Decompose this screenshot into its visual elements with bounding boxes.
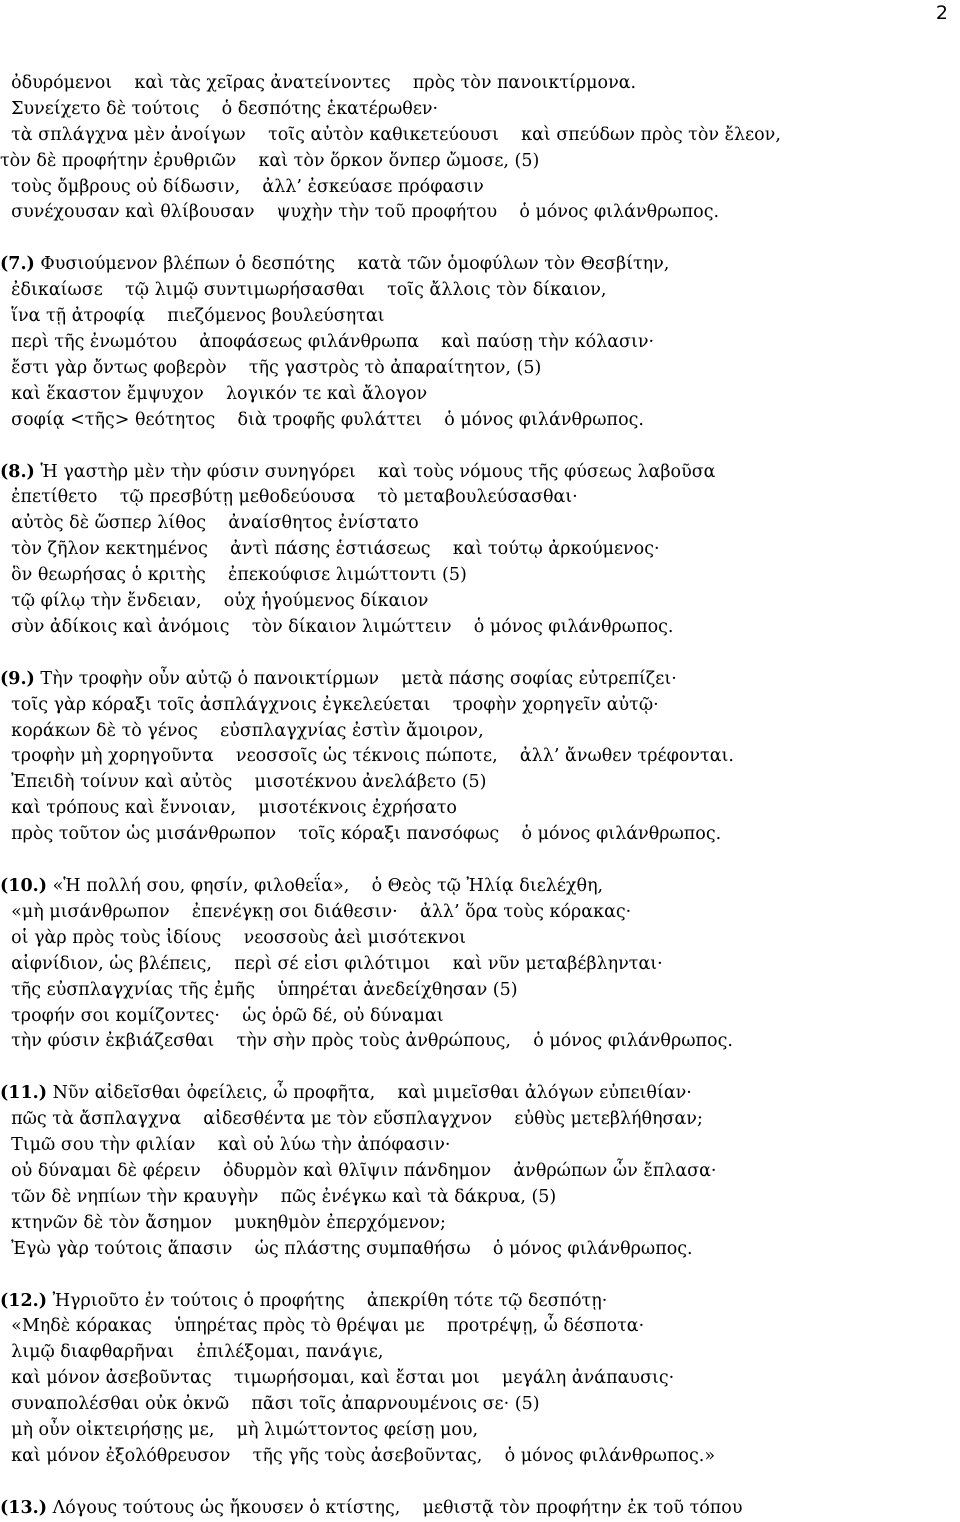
verse-text: Ἡ γαστὴρ μὲν τὴν φύσιν συνηγόρει καὶ τοὺς νόμους τῆς φύσεως λαβοῦσα	[34, 461, 716, 482]
verse-line	[0, 1133, 960, 1159]
verse-text: ἔστι γὰρ ὄντως φοβερὸν τῆς γαστρὸς τὸ ἀπαραίτητον, (5)	[0, 357, 542, 378]
verse-text: τὸν ζῆλον κεκτημένος ἀντὶ πάσης ἑστιάσεως καὶ τούτῳ ἀρκούμενος·	[0, 539, 660, 560]
verse-line	[0, 693, 960, 719]
verse-text: Τιμῶ σου τὴν φιλίαν καὶ οὐ λύω τὴν ἀπόφασιν·	[0, 1135, 451, 1156]
verse-line	[0, 330, 960, 356]
verse-text: Ἐγὼ γὰρ τούτοις ἅπασιν ὡς πλάστης συμπαθήσω ὁ μόνος φιλάνθρωπος.	[0, 1238, 693, 1259]
verse-line	[0, 1444, 960, 1470]
verse-line	[0, 822, 960, 848]
verse-line	[0, 563, 960, 589]
verse-text: λιμῷ διαφθαρῆναι ἐπιλέξομαι, πανάγιε,	[0, 1342, 384, 1363]
verse-text: σοφίᾳ <τῆς> θεότητος διὰ τροφῆς φυλάττει ὁ μόνος φιλάνθρωπος.	[0, 409, 644, 430]
stanza	[0, 252, 960, 433]
verse-text: «Ἡ πολλή σου, φησίν, φιλοθεΐα», ὁ Θεὸς τῷ Ἠλίᾳ διελέχθη,	[47, 876, 604, 897]
verse-line	[0, 952, 960, 978]
verse-text: Ἐπειδὴ τοίνυν καὶ αὐτὸς μισοτέκνου ἀνελάβετο (5)	[0, 772, 487, 793]
verse-line	[0, 356, 960, 382]
verse-text: ἐπετίθετο τῷ πρεσβύτῃ μεθοδεύουσα τὸ μεταβουλεύσασθαι·	[0, 487, 578, 508]
verse-text: Νῦν αἰδεῖσθαι ὀφείλεις, ὦ προφῆτα, καὶ μιμεῖσθαι ἀλόγων εὐπειθίαν·	[47, 1083, 692, 1104]
verse-line	[0, 1185, 960, 1211]
verse-line	[0, 200, 960, 226]
verse-line	[0, 71, 960, 97]
verse-line	[0, 1340, 960, 1366]
verse-line	[0, 589, 960, 615]
verse-line	[0, 252, 960, 278]
verse-line	[0, 537, 960, 563]
stanza	[0, 1289, 960, 1470]
stanza-number: (13.)	[0, 1497, 48, 1518]
stanza-number: (9.)	[0, 668, 35, 689]
verse-line	[0, 744, 960, 770]
verse-line	[0, 1289, 960, 1315]
verse-text: καὶ ἕκαστον ἔμψυχον λογικόν τε καὶ ἄλογον	[0, 383, 428, 404]
verse-line	[0, 511, 960, 537]
verse-line	[0, 796, 960, 822]
verse-text: καὶ μόνον ἐξολόθρευσον τῆς γῆς τοὺς ἀσεβοῦντας, ὁ μόνος φιλάνθρωπος.»	[0, 1445, 716, 1466]
verse-line	[0, 278, 960, 304]
verse-text: Λόγους τούτους ὡς ἤκουσεν ὁ κτίστης, μεθιστᾷ τὸν προφήτην ἐκ τοῦ τόπου	[47, 1497, 743, 1518]
verse-text: οὐ δύναμαι δὲ φέρειν ὀδυρμὸν καὶ θλῖψιν πάνδημον ἀνθρώπων ὧν ἔπλασα·	[0, 1160, 717, 1181]
verse-text: τροφὴν μὴ χορηγοῦντα νεοσσοῖς ὡς τέκνοις πώποτε, ἀλλ’ ἄνωθεν τρέφονται.	[0, 746, 734, 767]
verse-line	[0, 719, 960, 745]
verse-line	[0, 123, 960, 149]
verse-text: Συνείχετο δὲ τούτοις ὁ δεσπότης ἑκατέρωθεν·	[0, 98, 439, 119]
verse-line	[0, 1107, 960, 1133]
verse-text: τῶν δὲ νηπίων τὴν κραυγὴν πῶς ἐνέγκω καὶ τὰ δάκρυα, (5)	[0, 1186, 557, 1207]
stanza-number: (7.)	[0, 254, 35, 275]
verse-text: καὶ μόνον ἀσεβοῦντας τιμωρήσομαι, καὶ ἔσται μοι μεγάλη ἀνάπαυσις·	[0, 1368, 675, 1389]
verse-text: τοῖς γὰρ κόραξι τοῖς ἀσπλάγχνοις ἐγκελεύεται τροφὴν χορηγεῖν αὐτῷ·	[0, 694, 659, 715]
verse-text: ὃν θεωρήσας ὁ κριτὴς ἐπεκούφισε λιμώττοντι (5)	[0, 565, 467, 586]
verse-text: «μὴ μισάνθρωπον ἐπενέγκῃ σοι διάθεσιν· ἀλλ’ ὅρα τοὺς κόρακας·	[0, 901, 632, 922]
verse-line	[0, 1496, 960, 1522]
verse-text: αὐτὸς δὲ ὥσπερ λίθος ἀναίσθητος ἐνίστατο	[0, 513, 419, 534]
verse-text: σὺν ἀδίκοις καὶ ἀνόμοις τὸν δίκαιον λιμώττειν ὁ μόνος φιλάνθρωπος.	[0, 616, 674, 637]
verse-line	[0, 1081, 960, 1107]
verse-text: τῷ φίλῳ τὴν ἔνδειαν, οὐχ ἡγούμενος δίκαιον	[0, 591, 429, 612]
verse-line	[0, 900, 960, 926]
verse-text: κοράκων δὲ τὸ γένος εὐσπλαγχνίας ἐστὶν ἄμοιρον,	[0, 720, 484, 741]
stanza	[0, 874, 960, 1055]
verse-text: τὸν δὲ προφήτην ἐρυθριῶν καὶ τὸν ὅρκον ὅνπερ ὤμοσε, (5)	[0, 150, 540, 171]
verse-line	[0, 175, 960, 201]
verse-text: ἐδικαίωσε τῷ λιμῷ συντιμωρήσασθαι τοῖς ἄλλοις τὸν δίκαιον,	[0, 280, 607, 301]
verse-text: περὶ τῆς ἐνωμότου ἀποφάσεως φιλάνθρωπα καὶ παύσῃ τὴν κόλασιν·	[0, 332, 655, 353]
verse-text: τοὺς ὄμβρους οὐ δίδωσιν, ἀλλ’ ἐσκεύασε πρόφασιν	[0, 176, 484, 197]
verse-line	[0, 1004, 960, 1030]
stanza	[0, 667, 960, 848]
verse-line	[0, 1418, 960, 1444]
verse-text: συναπολέσθαι οὐκ ὀκνῶ πᾶσι τοῖς ἀπαρνουμένοις σε· (5)	[0, 1394, 540, 1415]
verse-text: καὶ τρόπους καὶ ἔννοιαν, μισοτέκνοις ἐχρήσατο	[0, 798, 457, 819]
poem-text	[0, 71, 960, 1522]
stanza-number: (11.)	[0, 1083, 48, 1104]
verse-text: ἵνα τῇ ἀτροφίᾳ πιεζόμενος βουλεύσηται	[0, 306, 385, 327]
verse-line	[0, 485, 960, 511]
verse-line	[0, 1159, 960, 1185]
stanza-number: (12.)	[0, 1290, 48, 1311]
verse-text: μὴ οὖν οἰκτειρήσῃς με, μὴ λιμώττοντος φείσῃ μου,	[0, 1419, 479, 1440]
verse-text: αἰφνίδιον, ὡς βλέπεις, περὶ σέ εἰσι φιλότιμοι καὶ νῦν μεταβέβληνται·	[0, 953, 663, 974]
verse-text: Ἠγριοῦτο ἐν τούτοις ὁ προφήτης ἀπεκρίθη τότε τῷ δεσπότῃ·	[47, 1290, 608, 1311]
verse-line	[0, 874, 960, 900]
verse-line	[0, 1366, 960, 1392]
stanza	[0, 71, 960, 226]
verse-line	[0, 304, 960, 330]
verse-line	[0, 382, 960, 408]
verse-text: κτηνῶν δὲ τὸν ἄσημον μυκηθμὸν ἐπερχόμενον;	[0, 1212, 446, 1233]
verse-text: ὀδυρόμενοι καὶ τὰς χεῖρας ἀνατείνοντες πρὸς τὸν πανοικτίρμονα.	[0, 73, 637, 93]
verse-line	[0, 615, 960, 641]
verse-text: πρὸς τοῦτον ὡς μισάνθρωπον τοῖς κόραξι πανσόφως ὁ μόνος φιλάνθρωπος.	[0, 824, 722, 845]
verse-line	[0, 149, 960, 175]
verse-line	[0, 1392, 960, 1418]
stanza	[0, 460, 960, 641]
stanza	[0, 1081, 960, 1262]
verse-line	[0, 460, 960, 486]
verse-line	[0, 1237, 960, 1263]
verse-text: Φυσιούμενον βλέπων ὁ δεσπότης κατὰ τῶν ὁμοφύλων τὸν Θεσβίτην,	[34, 254, 670, 275]
verse-line	[0, 1029, 960, 1055]
verse-line	[0, 97, 960, 123]
verse-line	[0, 978, 960, 1004]
verse-text: «Μηδὲ κόρακας ὑπηρέτας πρὸς τὸ θρέψαι με προτρέψῃ, ὦ δέσποτα·	[0, 1316, 645, 1337]
verse-text: οἱ γὰρ πρὸς τοὺς ἰδίους νεοσσοὺς ἀεὶ μισότεκνοι	[0, 927, 467, 948]
verse-line	[0, 667, 960, 693]
verse-text: τὰ σπλάγχνα μὲν ἀνοίγων τοῖς αὐτὸν καθικετεύουσι καὶ σπεύδων πρὸς τὸν ἔλεον,	[0, 124, 781, 145]
stanza	[0, 1496, 960, 1522]
stanza-number: (10.)	[0, 876, 48, 897]
verse-text: τροφήν σοι κομίζοντες· ὡς ὁρῶ δέ, οὐ δύναμαι	[0, 1005, 444, 1026]
verse-text: Τὴν τροφὴν οὖν αὐτῷ ὁ πανοικτίρμων μετὰ πάσης σοφίας εὐτρεπίζει·	[34, 668, 677, 689]
verse-text: τὴν φύσιν ἐκβιάζεσθαι τὴν σὴν πρὸς τοὺς ἀνθρώπους, ὁ μόνος φιλάνθρωπος.	[0, 1031, 733, 1052]
verse-line	[0, 1211, 960, 1237]
verse-line	[0, 408, 960, 434]
verse-line	[0, 926, 960, 952]
verse-text: πῶς τὰ ἄσπλαγχνα αἰδεσθέντα με τὸν εὔσπλαγχνον εὐθὺς μετεβλήθησαν;	[0, 1109, 703, 1130]
stanza-number: (8.)	[0, 461, 35, 482]
verse-text: συνέχουσαν καὶ θλίβουσαν ψυχὴν τὴν τοῦ προφήτου ὁ μόνος φιλάνθρωπος.	[0, 202, 720, 223]
verse-line	[0, 1314, 960, 1340]
verse-line	[0, 770, 960, 796]
page-number: 2	[935, 2, 948, 24]
verse-text: τῆς εὐσπλαγχνίας τῆς ἐμῆς ὑπηρέται ἀνεδείχθησαν (5)	[0, 979, 518, 1000]
